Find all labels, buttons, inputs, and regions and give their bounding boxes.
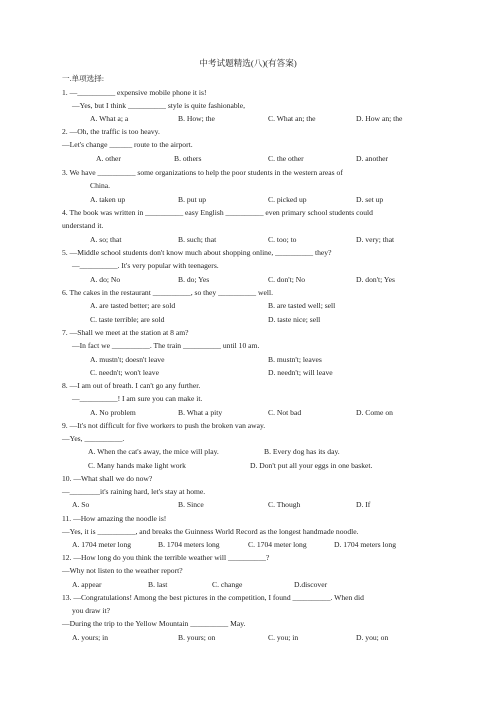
q2-option-d: D. another	[356, 154, 389, 163]
q9-option-d: D. Don't put all your eggs in one basket.	[250, 461, 373, 470]
q3-option-d: D. set up	[356, 195, 384, 204]
q11-option-d: D. 1704 meters long	[334, 540, 397, 549]
q4-option-a: A. so; that	[90, 235, 122, 244]
q11-option-c: C. 1704 meter long	[248, 540, 307, 549]
question-10-response: —________it's raining hard, let's stay at home.	[62, 487, 206, 496]
question-7-response: —In fact we __________. The train __________ until 10 am.	[72, 341, 260, 350]
q10-option-c: C. Though	[268, 500, 301, 509]
q6-option-d: D. taste nice; sell	[268, 315, 321, 324]
question-5-response: —__________. It's very popular with teenagers.	[72, 261, 219, 270]
q10-option-d: D. If	[356, 500, 371, 509]
q7-option-a: A. mustn't; doesn't leave	[90, 355, 165, 364]
q3-option-a: A. taken up	[90, 195, 126, 204]
question-13-cont: you draw it?	[72, 606, 110, 615]
q4-option-d: D. very; that	[356, 235, 395, 244]
q12-option-d: D.discover	[294, 580, 328, 589]
q5-option-b: B. do; Yes	[178, 275, 210, 284]
question-8-response: —__________! I am sure you can make it.	[72, 394, 203, 403]
question-11-response: —Yes, it is __________, and breaks the Guinness World Record as the longest handmade noodle.	[62, 527, 359, 536]
q13-option-c: C. you; in	[268, 633, 299, 642]
q8-option-b: B. What a pity	[178, 408, 223, 417]
question-11: 11. —How amazing the noodle is!	[62, 514, 167, 523]
q9-option-b: B. Every dog has its day.	[264, 447, 340, 456]
question-1: 1. —__________ expensive mobile phone it is!	[62, 88, 207, 97]
question-3: 3. We have __________ some organizations to help the poor students in the western areas of	[62, 168, 343, 177]
q12-option-c: C. change	[212, 580, 243, 589]
question-9-response: —Yes, __________.	[62, 434, 125, 443]
q4-option-b: B. such; that	[178, 235, 217, 244]
q5-option-a: A. do; No	[90, 275, 121, 284]
q7-option-d: D. needn't; will leave	[268, 368, 333, 377]
q2-option-b: B. others	[174, 154, 202, 163]
q1-option-c: C. What an; the	[268, 114, 316, 123]
q1-option-d: D. How an; the	[356, 114, 403, 123]
q10-option-b: B. Since	[178, 500, 204, 509]
q4-option-c: C. too; to	[268, 235, 297, 244]
q11-option-b: B. 1704 meters long	[158, 540, 220, 549]
question-10: 10. —What shall we do now?	[62, 474, 153, 483]
q12-option-b: B. last	[148, 580, 168, 589]
q12-option-a: A. appear	[72, 580, 102, 589]
q13-option-b: B. yours; on	[178, 633, 216, 642]
question-5: 5. —Middle school students don't know much about shopping online, __________ they?	[62, 248, 332, 257]
q8-option-c: C. Not bad	[268, 408, 302, 417]
q6-option-c: C. taste terrible; are sold	[90, 315, 165, 324]
question-12-response: —Why not listen to the weather report?	[62, 566, 183, 575]
section-heading: 一.单项选择:	[62, 74, 104, 83]
q2-option-c: C. the other	[268, 154, 304, 163]
question-2-response: —Let's change ______ route to the airport.	[62, 140, 193, 149]
question-7: 7. —Shall we meet at the station at 8 am?	[62, 328, 189, 337]
document-title: 中考试题精选(八)(有答案)	[199, 58, 297, 68]
q1-option-a: A. What a; a	[90, 114, 129, 123]
question-12: 12. —How long do you think the terrible weather will __________?	[62, 553, 270, 562]
q1-option-b: B. How; the	[178, 114, 215, 123]
question-13: 13. —Congratulations! Among the best pictures in the competition, I found __________. When did	[62, 593, 364, 602]
q8-option-d: D. Come on	[356, 408, 393, 417]
question-4: 4. The book was written in __________ easy English __________ even primary school students could	[62, 208, 373, 217]
q3-option-b: B. put up	[178, 195, 207, 204]
q6-option-b: B. are tasted well; sell	[268, 301, 336, 310]
question-3-cont: China.	[90, 181, 111, 190]
question-2: 2. —Oh, the traffic is too heavy.	[62, 127, 160, 136]
q7-option-b: B. mustn't; leaves	[268, 355, 322, 364]
question-4-cont: understand it.	[62, 221, 104, 230]
question-9: 9. —It's not difficult for five workers to push the broken van away.	[62, 421, 266, 430]
q6-option-a: A. are tasted better; are sold	[90, 301, 176, 310]
question-1-response: —Yes, but I think __________ style is quite fashionable,	[72, 101, 246, 110]
q9-option-c: C. Many hands make light work	[88, 461, 186, 470]
q8-option-a: A. No problem	[90, 408, 136, 417]
q3-option-c: C. picked up	[268, 195, 307, 204]
q2-option-a: A. other	[96, 154, 121, 163]
question-13-response: —During the trip to the Yellow Mountain __________ May.	[62, 619, 246, 628]
q10-option-a: A. So	[72, 500, 90, 509]
q13-option-d: D. you; on	[356, 633, 389, 642]
q5-option-c: C. don't; No	[268, 275, 306, 284]
q13-option-a: A. yours; in	[72, 633, 109, 642]
question-6: 6. The cakes in the restaurant __________, so they __________ well.	[62, 288, 273, 297]
q9-option-a: A. When the cat's away, the mice will play.	[88, 447, 219, 456]
question-8: 8. —I am out of breath. I can't go any further.	[62, 381, 201, 390]
q7-option-c: C. needn't; won't leave	[90, 368, 159, 377]
q5-option-d: D. don't; Yes	[356, 275, 395, 284]
q11-option-a: A. 1704 meter long	[72, 540, 132, 549]
